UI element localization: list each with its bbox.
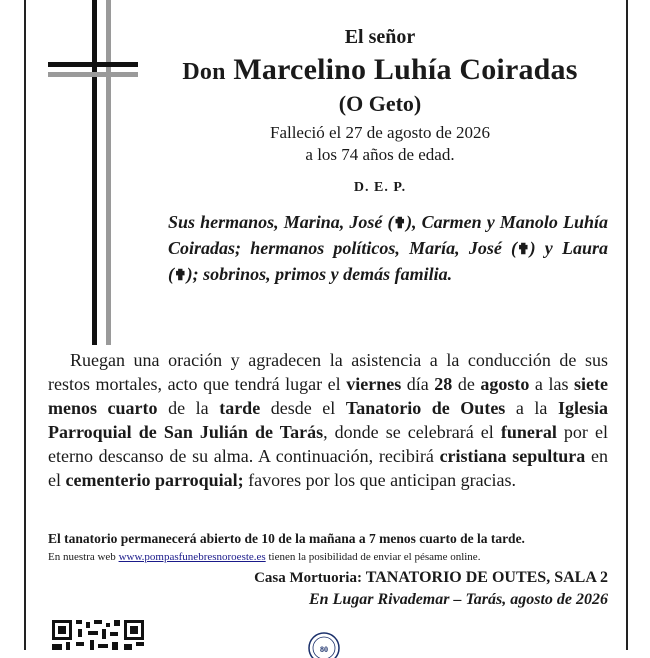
ceremony-bold: cementerio parroquial; xyxy=(65,470,244,490)
ceremony-part: , donde se celebrará el xyxy=(323,422,501,442)
cross-symbol-icon: ✟ xyxy=(174,268,187,284)
website-link[interactable]: www.pompasfunebresnoroeste.es xyxy=(118,551,266,563)
ceremony-part: Ruegan una oración y agradecen la asistencia a la conducción de sus restos mortales, acto que tendrá lugar el xyxy=(48,350,608,394)
death-age: a los 74 años de edad. xyxy=(305,145,455,164)
name-prefix: Don xyxy=(182,59,226,85)
ceremony-bold: Iglesia Parroquial de San Julián de Tarás xyxy=(48,398,608,442)
ceremony-bold: siete menos cuarto xyxy=(48,374,608,418)
dep-text: D. E. P. xyxy=(353,180,407,195)
ceremony-bold: funeral xyxy=(500,422,557,442)
ceremony-part: día xyxy=(401,374,435,394)
funeral-home xyxy=(254,568,608,588)
ceremony-bold: agosto xyxy=(480,374,530,394)
name-text: Marcelino Luhía Coiradas xyxy=(233,53,578,86)
family-part: ) y Laura ( xyxy=(168,238,609,284)
qr-code-icon[interactable] xyxy=(52,620,144,650)
ceremony-bold: Tanatorio de Outes xyxy=(345,398,506,418)
intro-text: El señor xyxy=(344,26,416,48)
place-date: En Lugar Rivademar – Tarás, agosto de 2026 xyxy=(309,591,608,608)
ceremony-part: a las xyxy=(529,374,575,394)
deceased-name xyxy=(150,52,610,90)
ceremony-text xyxy=(48,348,608,492)
ceremony-bold: 28 xyxy=(434,374,453,394)
opening-hours: El tanatorio permanecerá abierto de 10 de la mañana a 7 menos cuarto de la tarde. xyxy=(48,531,525,546)
ceremony-bold: cristiana sepultura xyxy=(439,446,586,466)
cross-symbol-icon: ✟ xyxy=(517,242,530,258)
death-date: Falleció el 27 de agosto de 2026 xyxy=(269,123,490,142)
family-part: ), Carmen y Manolo Luhía Coiradas; hermanos políticos, María, José ( xyxy=(168,212,609,258)
ceremony-part: a la xyxy=(505,398,558,418)
web-suffix: tienen la posibilidad de enviar el pésame online. xyxy=(265,551,481,563)
place-value: TANATORIO DE OUTES, SALA 2 xyxy=(365,569,608,586)
seal-number: 80 xyxy=(320,645,328,654)
alias: (O Geto) xyxy=(338,91,422,116)
web-prefix: En nuestra web xyxy=(48,551,119,563)
anniversary-seal-icon xyxy=(300,628,348,658)
cross-icon xyxy=(48,0,138,345)
family-part: ); sobrinos, primos y demás familia. xyxy=(186,264,453,284)
ceremony-bold: viernes xyxy=(346,374,402,394)
place-label: Casa Mortuoria: xyxy=(254,570,366,586)
family-part: Sus hermanos, Marina, José ( xyxy=(168,212,394,232)
ceremony-part: por el eterno descanso de su alma. A continuación, recibirá xyxy=(48,422,608,466)
ceremony-part: favores por los que anticipan gracias. xyxy=(243,470,517,490)
header xyxy=(150,24,610,196)
family-text xyxy=(168,210,608,288)
ceremony-part: desde el xyxy=(260,398,346,418)
ceremony-part: en el xyxy=(48,446,608,490)
web-note xyxy=(48,550,608,564)
ceremony-part: de xyxy=(452,374,481,394)
ceremony-bold: tarde xyxy=(219,398,261,418)
ceremony-part: de la xyxy=(157,398,220,418)
cross-symbol-icon: ✟ xyxy=(393,216,407,232)
